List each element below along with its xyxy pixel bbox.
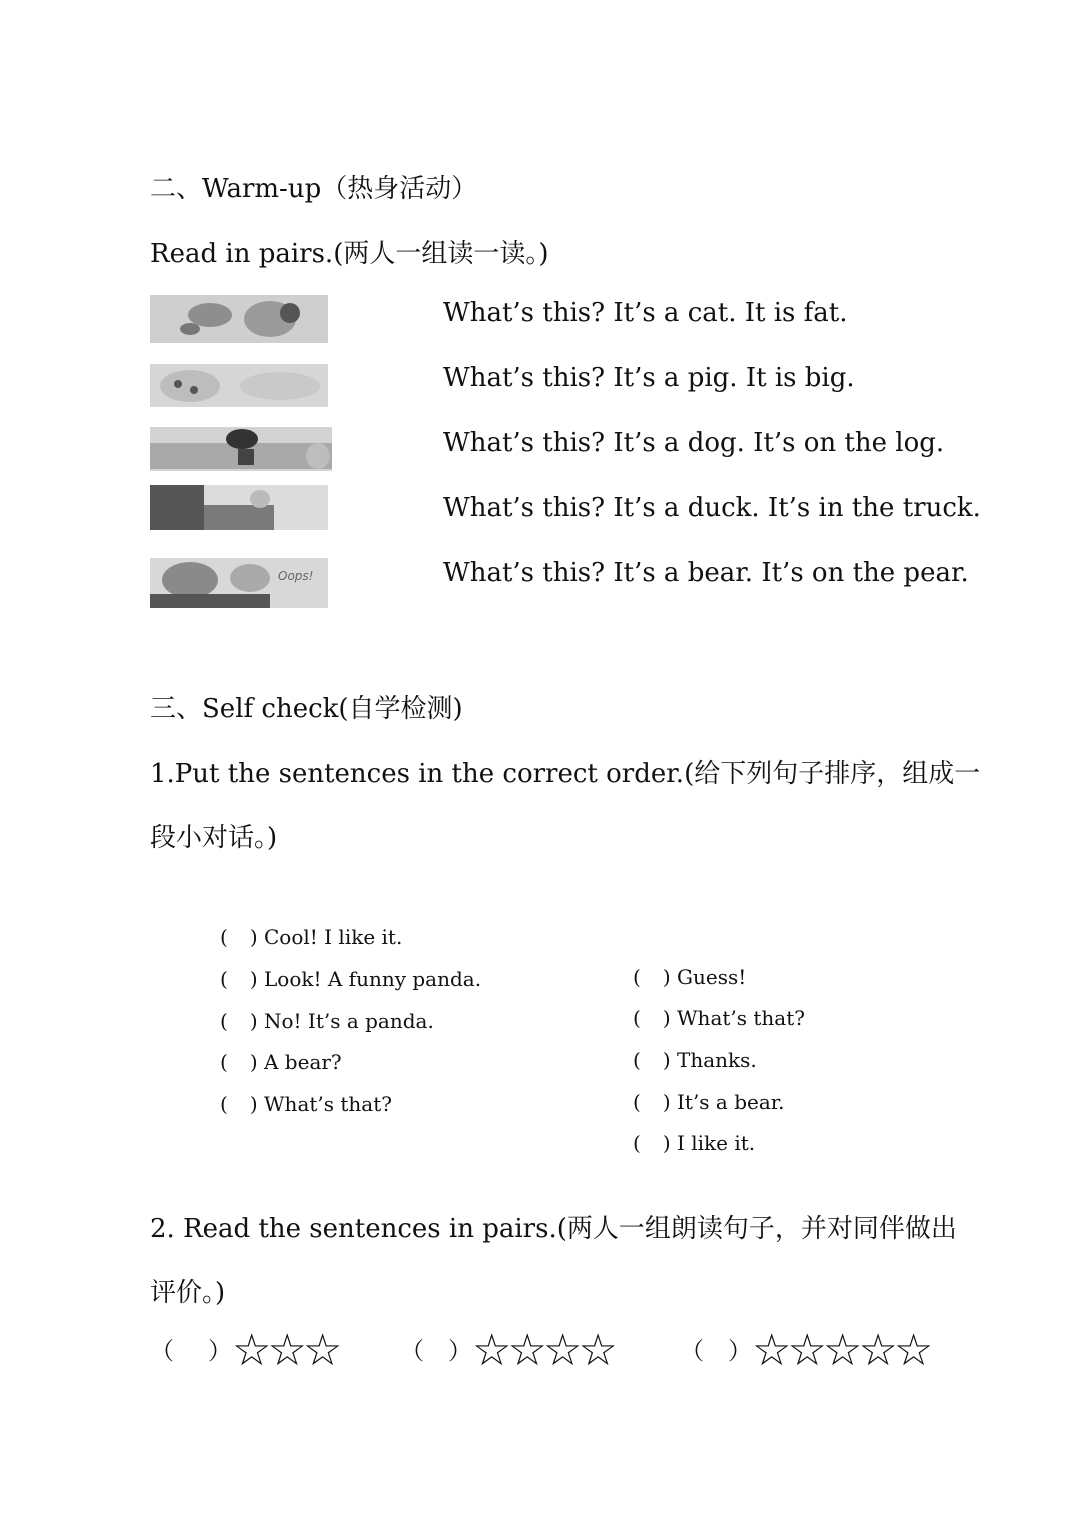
star-icon: ☆ bbox=[578, 1325, 614, 1376]
task1-instruction-line2: 段小对话。) bbox=[150, 823, 278, 853]
order-blank[interactable]: ( ) bbox=[220, 1009, 258, 1033]
star-icon: ☆ bbox=[893, 1325, 930, 1376]
warmup-line-2: What’s this? It’s a pig. It is big. bbox=[443, 363, 855, 393]
order-blank[interactable]: ( ) bbox=[633, 965, 671, 989]
warmup-instruction: Read in pairs.(两人一组读一读。) bbox=[150, 239, 549, 269]
star-icon: ☆ bbox=[302, 1325, 339, 1376]
order-item-left-3: ( ) No! It’s a panda. bbox=[220, 1009, 434, 1033]
order-blank[interactable]: ( ) bbox=[633, 1131, 671, 1155]
order-item-right-3: ( ) Thanks. bbox=[633, 1048, 757, 1072]
order-blank[interactable]: ( ) bbox=[220, 1092, 258, 1116]
warmup-line-5: What’s this? It’s a bear. It’s on the pear. bbox=[443, 558, 969, 588]
order-item-left-4: ( ) A bear? bbox=[220, 1050, 342, 1074]
task2-instruction-line2: 评价。) bbox=[150, 1278, 226, 1308]
oops-caption: Oops! bbox=[278, 569, 314, 583]
star-icon: ☆ bbox=[232, 1325, 268, 1376]
order-blank[interactable]: ( ) bbox=[633, 1048, 671, 1072]
star-icon: ☆ bbox=[542, 1325, 579, 1376]
order-blank[interactable]: ( ) bbox=[633, 1006, 671, 1030]
star-icon: ☆ bbox=[507, 1325, 543, 1376]
order-blank[interactable]: ( ) bbox=[220, 925, 258, 949]
order-item-left-5: ( ) What’s that? bbox=[220, 1092, 392, 1116]
warmup-line-3: What’s this? It’s a dog. It’s on the log. bbox=[443, 428, 945, 458]
pig-picture bbox=[150, 364, 328, 407]
bear-picture bbox=[150, 558, 328, 608]
star-icon: ☆ bbox=[822, 1325, 859, 1376]
order-item-right-1: ( ) Guess! bbox=[633, 965, 747, 989]
rating-3-stars bbox=[150, 1325, 338, 1376]
order-blank[interactable]: ( ) bbox=[220, 1050, 258, 1074]
dog-picture bbox=[150, 427, 332, 471]
warmup-line-1: What’s this? It’s a cat. It is fat. bbox=[443, 298, 848, 328]
order-item-left-2: ( ) Look! A funny panda. bbox=[220, 967, 482, 991]
duck-picture bbox=[150, 485, 328, 530]
star-icon: ☆ bbox=[787, 1325, 823, 1376]
selfcheck-heading: 三、Self check(自学检测) bbox=[150, 694, 463, 724]
warmup-line-4: What’s this? It’s a duck. It’s in the truck. bbox=[443, 493, 981, 523]
order-item-right-2: ( ) What’s that? bbox=[633, 1006, 805, 1030]
rating-blank[interactable]: （ ） bbox=[150, 1337, 232, 1365]
rating-blank[interactable]: （ ） bbox=[680, 1337, 752, 1365]
warmup-heading: 二、Warm-up（热身活动） bbox=[150, 174, 478, 204]
order-item-left-1: ( ) Cool! I like it. bbox=[220, 925, 403, 949]
star-icon: ☆ bbox=[472, 1325, 508, 1376]
order-blank[interactable]: ( ) bbox=[633, 1090, 671, 1114]
order-item-right-4: ( ) It’s a bear. bbox=[633, 1090, 785, 1114]
star-icon: ☆ bbox=[858, 1325, 894, 1376]
rating-5-stars bbox=[680, 1325, 929, 1376]
star-icon: ☆ bbox=[752, 1325, 788, 1376]
task2-instruction-line1: 2. Read the sentences in pairs.(两人一组朗读句子，并对同伴做出 bbox=[150, 1214, 957, 1244]
cat-picture bbox=[150, 295, 328, 343]
task1-instruction-line1: 1.Put the sentences in the correct order.(给下列句子排序，组成一 bbox=[150, 759, 981, 789]
rating-blank[interactable]: （ ） bbox=[400, 1337, 472, 1365]
order-item-right-5: ( ) I like it. bbox=[633, 1131, 756, 1155]
rating-4-stars bbox=[400, 1325, 614, 1376]
order-blank[interactable]: ( ) bbox=[220, 967, 258, 991]
star-icon: ☆ bbox=[267, 1325, 303, 1376]
